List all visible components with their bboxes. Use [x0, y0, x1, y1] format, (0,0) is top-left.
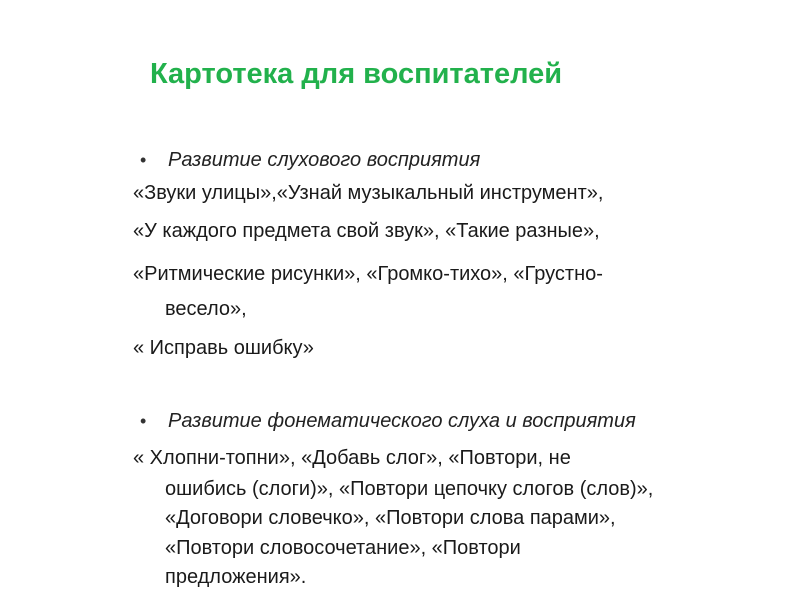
text-line: « Хлопни-топни», «Добавь слог», «Повтори, не [133, 447, 571, 469]
text-line: «Ритмические рисунки», «Громко-тихо», «Грустно- [133, 263, 603, 285]
slide-title-container [150, 52, 614, 96]
text-line: « Исправь ошибку» [133, 337, 314, 359]
text-line: «У каждого предмета свой звук», «Такие разные», [133, 220, 600, 242]
text-line: предложения». [165, 566, 307, 588]
bullet-icon: • [140, 411, 147, 431]
bullet-icon: • [140, 150, 147, 170]
section-heading: Развитие фонематического слуха и восприятия [168, 410, 636, 432]
bullet-item-phonemic-hearing [140, 409, 780, 433]
text-line: весело», [165, 298, 247, 320]
text-line: «Звуки улицы»,«Узнай музыкальный инструмент», [133, 182, 604, 204]
bullet-item-auditory-perception [140, 148, 640, 172]
text-line: ошибись (слоги)», «Повтори цепочку слогов (слов)», [165, 478, 654, 500]
text-line: «Повтори словосочетание», «Повтори [165, 537, 521, 559]
slide-title: Картотека для воспитателей [150, 58, 563, 90]
text-line: «Договори словечко», «Повтори слова парами», [165, 507, 616, 529]
section-heading: Развитие слухового восприятия [168, 149, 481, 171]
